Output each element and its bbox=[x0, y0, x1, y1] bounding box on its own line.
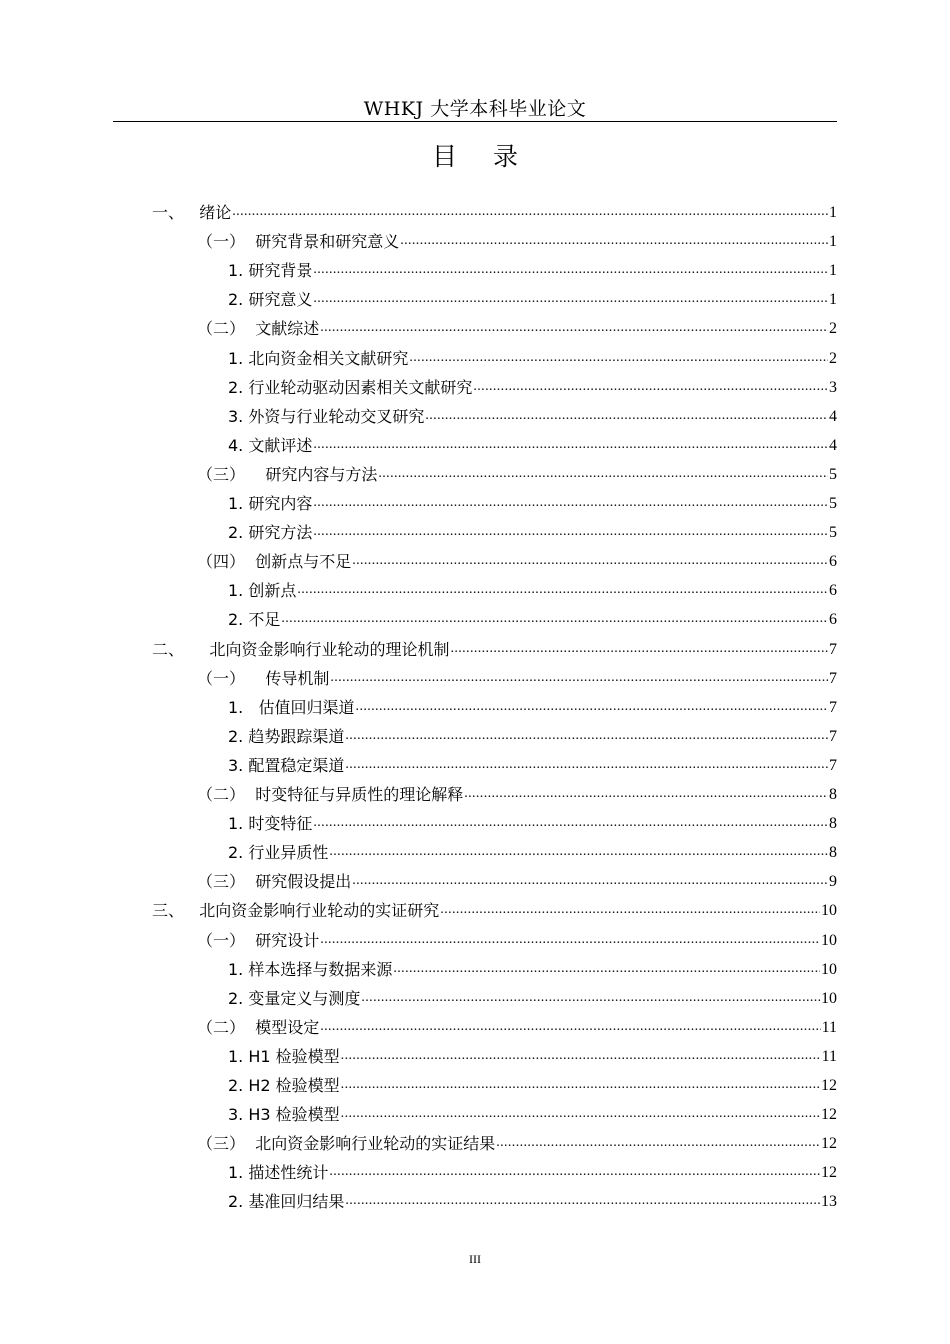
toc-entry-title: 北向资金影响行业轮动的理论机制 bbox=[209, 639, 450, 659]
toc-entry-title: 时变特征 bbox=[248, 814, 313, 834]
toc-entry-page: 3 bbox=[829, 378, 837, 396]
toc-entry-number: 1. bbox=[228, 261, 249, 281]
toc-entry-page: 11 bbox=[821, 1047, 837, 1065]
toc-entry-page: 5 bbox=[829, 524, 837, 542]
toc-entry[interactable] bbox=[228, 951, 837, 980]
toc-dot-leader bbox=[341, 1077, 820, 1093]
toc-dot-leader bbox=[345, 1193, 820, 1209]
toc-entry-title: 行业异质性 bbox=[248, 843, 329, 863]
toc-entry-page: 10 bbox=[821, 989, 837, 1007]
toc-entry-number: 一、 bbox=[152, 203, 200, 222]
toc-entry-title: 样本选择与数据来源 bbox=[248, 959, 393, 979]
toc-entry-number: （二） bbox=[197, 1017, 256, 1037]
toc-entry-number: （一） bbox=[197, 668, 266, 688]
toc-entry-number: 3. bbox=[228, 1105, 249, 1125]
toc-entry-number: （三） bbox=[197, 1134, 256, 1154]
toc-entry-number: 二、 bbox=[152, 639, 210, 659]
toc-entry-number: （四） bbox=[197, 552, 256, 572]
toc-dot-leader bbox=[440, 902, 820, 918]
toc-entry[interactable] bbox=[197, 1009, 837, 1038]
toc-entry[interactable] bbox=[197, 776, 837, 805]
toc-entry-page: 4 bbox=[829, 436, 837, 454]
toc-entry-number: 3. bbox=[228, 755, 249, 775]
toc-entry-page: 1 bbox=[829, 291, 837, 309]
toc-entry[interactable] bbox=[228, 398, 837, 427]
toc-entry-number: 2. bbox=[228, 610, 249, 630]
toc-entry-number: 2. bbox=[228, 726, 249, 746]
toc-dot-leader bbox=[352, 553, 828, 569]
toc-entry-page: 5 bbox=[829, 495, 837, 512]
toc-entry-number: 三、 bbox=[152, 901, 200, 921]
toc-entry[interactable] bbox=[228, 1038, 837, 1067]
toc-entry-title: H3 检验模型 bbox=[248, 1105, 340, 1125]
toc-entry-page: 1 bbox=[829, 204, 837, 221]
toc-entry-title: 模型设定 bbox=[255, 1017, 320, 1037]
toc-entry-number: （三） bbox=[197, 464, 266, 484]
toc-entry-title: 北向资金影响行业轮动的实证结果 bbox=[255, 1134, 496, 1154]
toc-entry-page: 1 bbox=[829, 233, 837, 251]
toc-entry[interactable] bbox=[197, 543, 837, 572]
toc-entry-number: 2. bbox=[228, 1076, 249, 1095]
toc-entry-page: 2 bbox=[829, 320, 837, 338]
toc-entry[interactable] bbox=[197, 863, 837, 892]
toc-entry-title: 行业轮动驱动因素相关文献研究 bbox=[248, 377, 473, 397]
toc-entry-title: 研究内容 bbox=[248, 494, 313, 513]
toc-entry-title: 文献评述 bbox=[248, 435, 313, 455]
toc-entry-page: 4 bbox=[829, 407, 837, 425]
toc-entry-title: 时变特征与异质性的理论解释 bbox=[255, 785, 464, 804]
toc-entry-number: （一） bbox=[197, 232, 256, 252]
toc-entry-page: 13 bbox=[821, 1193, 837, 1211]
toc-entry-page: 10 bbox=[821, 902, 837, 920]
toc-dot-leader bbox=[356, 699, 828, 715]
toc-entry-page: 12 bbox=[821, 1077, 837, 1094]
toc-entry-page: 12 bbox=[821, 1135, 837, 1153]
toc-entry-title: 研究方法 bbox=[248, 523, 313, 543]
toc-dot-leader bbox=[409, 350, 828, 366]
toc-entry-title: 研究意义 bbox=[248, 290, 313, 310]
toc-dot-leader bbox=[320, 1019, 820, 1035]
toc-entry[interactable] bbox=[152, 194, 837, 223]
toc-entry-page: 10 bbox=[821, 931, 837, 949]
toc-entry[interactable] bbox=[228, 689, 837, 718]
toc-dot-leader bbox=[281, 611, 828, 627]
toc-entry-number: 1. bbox=[228, 494, 249, 513]
toc-dot-leader bbox=[232, 204, 828, 220]
toc-dot-leader bbox=[313, 291, 828, 307]
toc-entry[interactable] bbox=[228, 1154, 837, 1183]
toc-dot-leader bbox=[361, 990, 820, 1006]
toc-entry-number: 3. bbox=[228, 406, 249, 426]
toc-entry-title: 研究假设提出 bbox=[255, 872, 352, 892]
toc-entry-title: 研究背景 bbox=[248, 261, 313, 281]
toc-entry-number: 1. bbox=[228, 348, 249, 368]
toc-dot-leader bbox=[425, 408, 828, 424]
toc-entry-page: 6 bbox=[829, 553, 837, 571]
toc-dot-leader bbox=[450, 641, 828, 657]
toc-entry-page: 7 bbox=[829, 756, 837, 774]
toc-entry[interactable] bbox=[228, 281, 837, 310]
toc-entry-number: 1. bbox=[228, 581, 249, 601]
toc-entry[interactable] bbox=[152, 892, 837, 921]
toc-entry-title: 传导机制 bbox=[265, 668, 330, 688]
toc-entry-page: 5 bbox=[829, 465, 837, 483]
toc-dot-leader bbox=[313, 262, 828, 278]
toc-entry[interactable] bbox=[228, 340, 837, 369]
toc-dot-leader bbox=[341, 1106, 820, 1122]
toc-entry-page: 12 bbox=[821, 1106, 837, 1124]
header-rule bbox=[113, 121, 837, 122]
toc-entry-number: 1. bbox=[228, 959, 249, 979]
toc-entry-title: 配置稳定渠道 bbox=[248, 755, 345, 775]
toc-dot-leader bbox=[341, 1048, 821, 1064]
toc-entry-number: 4. bbox=[228, 435, 249, 455]
toc-entry[interactable] bbox=[197, 922, 837, 951]
toc-entry-number: （二） bbox=[197, 319, 256, 339]
toc-entry[interactable] bbox=[197, 660, 837, 689]
toc-entry[interactable] bbox=[228, 427, 837, 456]
toc-entry[interactable] bbox=[197, 223, 837, 252]
toc-entry[interactable] bbox=[228, 572, 837, 601]
toc-dot-leader bbox=[320, 932, 820, 948]
toc-entry-number: 1. bbox=[228, 1163, 249, 1183]
toc-dot-leader bbox=[393, 961, 820, 977]
toc-dot-leader bbox=[473, 379, 828, 395]
toc-entry-title: 描述性统计 bbox=[248, 1163, 329, 1183]
toc-entry-number: 2. bbox=[228, 1192, 249, 1212]
toc-entry-page: 7 bbox=[829, 640, 837, 658]
toc-entry-number: 1. bbox=[228, 697, 259, 717]
toc-entry[interactable] bbox=[197, 310, 837, 339]
toc-entry-number: （三） bbox=[197, 872, 256, 892]
toc-entry-title: 文献综述 bbox=[255, 319, 320, 339]
toc-entry-title: 估值回归渠道 bbox=[258, 697, 355, 717]
toc-dot-leader bbox=[345, 757, 828, 773]
toc-entry-page: 6 bbox=[829, 582, 837, 600]
toc-entry[interactable] bbox=[228, 747, 837, 776]
toc-dot-leader bbox=[313, 815, 828, 831]
toc-entry-page: 10 bbox=[821, 960, 837, 978]
toc-entry-page: 7 bbox=[829, 669, 837, 687]
toc-dot-leader bbox=[313, 495, 828, 511]
toc-entry-number: 1. bbox=[228, 814, 249, 834]
toc-heading: 目 录 bbox=[432, 142, 532, 171]
toc-dot-leader bbox=[496, 1135, 820, 1151]
toc-entry-page: 9 bbox=[829, 873, 837, 891]
toc-entry-title: 变量定义与测度 bbox=[248, 988, 361, 1008]
toc-entry-page: 1 bbox=[829, 262, 837, 280]
toc-entry-number: （二） bbox=[197, 785, 256, 804]
toc-entry[interactable] bbox=[152, 631, 837, 660]
toc-dot-leader bbox=[329, 844, 828, 860]
toc-dot-leader bbox=[464, 786, 828, 802]
toc-dot-leader bbox=[297, 582, 828, 598]
toc-entry-page: 8 bbox=[829, 815, 837, 833]
toc-entry-page: 2 bbox=[829, 349, 837, 367]
toc-entry[interactable] bbox=[228, 718, 837, 747]
toc-entry-title: H1 检验模型 bbox=[248, 1046, 340, 1066]
toc-entry-title: 绪论 bbox=[199, 203, 232, 222]
toc-entry[interactable] bbox=[197, 1125, 837, 1154]
toc-entry[interactable] bbox=[197, 456, 837, 485]
toc-entry-title: 研究设计 bbox=[255, 930, 320, 950]
toc-entry-title: 趋势跟踪渠道 bbox=[248, 726, 345, 746]
toc-dot-leader bbox=[378, 466, 828, 482]
toc-entry-page: 8 bbox=[829, 844, 837, 862]
toc-entry-number: 1. bbox=[228, 1046, 249, 1066]
toc-entry[interactable] bbox=[228, 834, 837, 863]
toc-entry-page: 7 bbox=[829, 698, 837, 716]
toc-entry-title: 研究内容与方法 bbox=[265, 464, 378, 484]
toc-entry-number: 2. bbox=[228, 843, 249, 863]
toc-entry[interactable] bbox=[228, 1183, 837, 1212]
toc-entry-number: 2. bbox=[228, 377, 249, 397]
toc-entry-title: 创新点与不足 bbox=[255, 552, 352, 572]
toc-dot-leader bbox=[320, 320, 828, 336]
toc-entry-number: （一） bbox=[197, 930, 256, 950]
toc-entry-title: H2 检验模型 bbox=[248, 1076, 340, 1095]
toc-entry[interactable] bbox=[228, 485, 837, 514]
toc-entry[interactable] bbox=[228, 805, 837, 834]
toc-dot-leader bbox=[313, 524, 828, 540]
toc-entry-page: 12 bbox=[821, 1164, 837, 1182]
toc-entry[interactable] bbox=[228, 601, 837, 630]
toc-dot-leader bbox=[313, 437, 828, 453]
toc-entry-page: 11 bbox=[821, 1018, 837, 1036]
toc-entry[interactable] bbox=[228, 514, 837, 543]
toc-entry-number: 2. bbox=[228, 290, 249, 310]
toc-entry-page: 6 bbox=[829, 611, 837, 629]
footer-page-number: III bbox=[469, 1252, 481, 1266]
toc-entry-title: 北向资金影响行业轮动的实证研究 bbox=[199, 901, 440, 921]
toc-entry-title: 基准回归结果 bbox=[248, 1192, 345, 1212]
toc-dot-leader bbox=[400, 233, 828, 249]
toc-entry-title: 创新点 bbox=[248, 581, 297, 601]
toc-entry[interactable] bbox=[228, 1067, 837, 1096]
toc-entry-title: 北向资金相关文献研究 bbox=[248, 348, 409, 368]
toc-entry[interactable] bbox=[228, 369, 837, 398]
toc-entry[interactable] bbox=[228, 1096, 837, 1125]
toc-entry[interactable] bbox=[228, 980, 837, 1009]
toc-dot-leader bbox=[330, 670, 828, 686]
toc-entry-page: 8 bbox=[829, 786, 837, 803]
toc-entry-title: 不足 bbox=[248, 610, 281, 630]
toc-entry-number: 2. bbox=[228, 523, 249, 543]
toc-dot-leader bbox=[345, 728, 828, 744]
toc-entry[interactable] bbox=[228, 252, 837, 281]
toc-entry-title: 外资与行业轮动交叉研究 bbox=[248, 406, 425, 426]
toc-dot-leader bbox=[329, 1164, 820, 1180]
toc-entry-number: 2. bbox=[228, 988, 249, 1008]
toc-entry-title: 研究背景和研究意义 bbox=[255, 232, 400, 252]
running-header-title: WHKJ 大学本科毕业论文 bbox=[363, 98, 587, 120]
toc-entry-page: 7 bbox=[829, 727, 837, 745]
toc-dot-leader bbox=[352, 873, 828, 889]
